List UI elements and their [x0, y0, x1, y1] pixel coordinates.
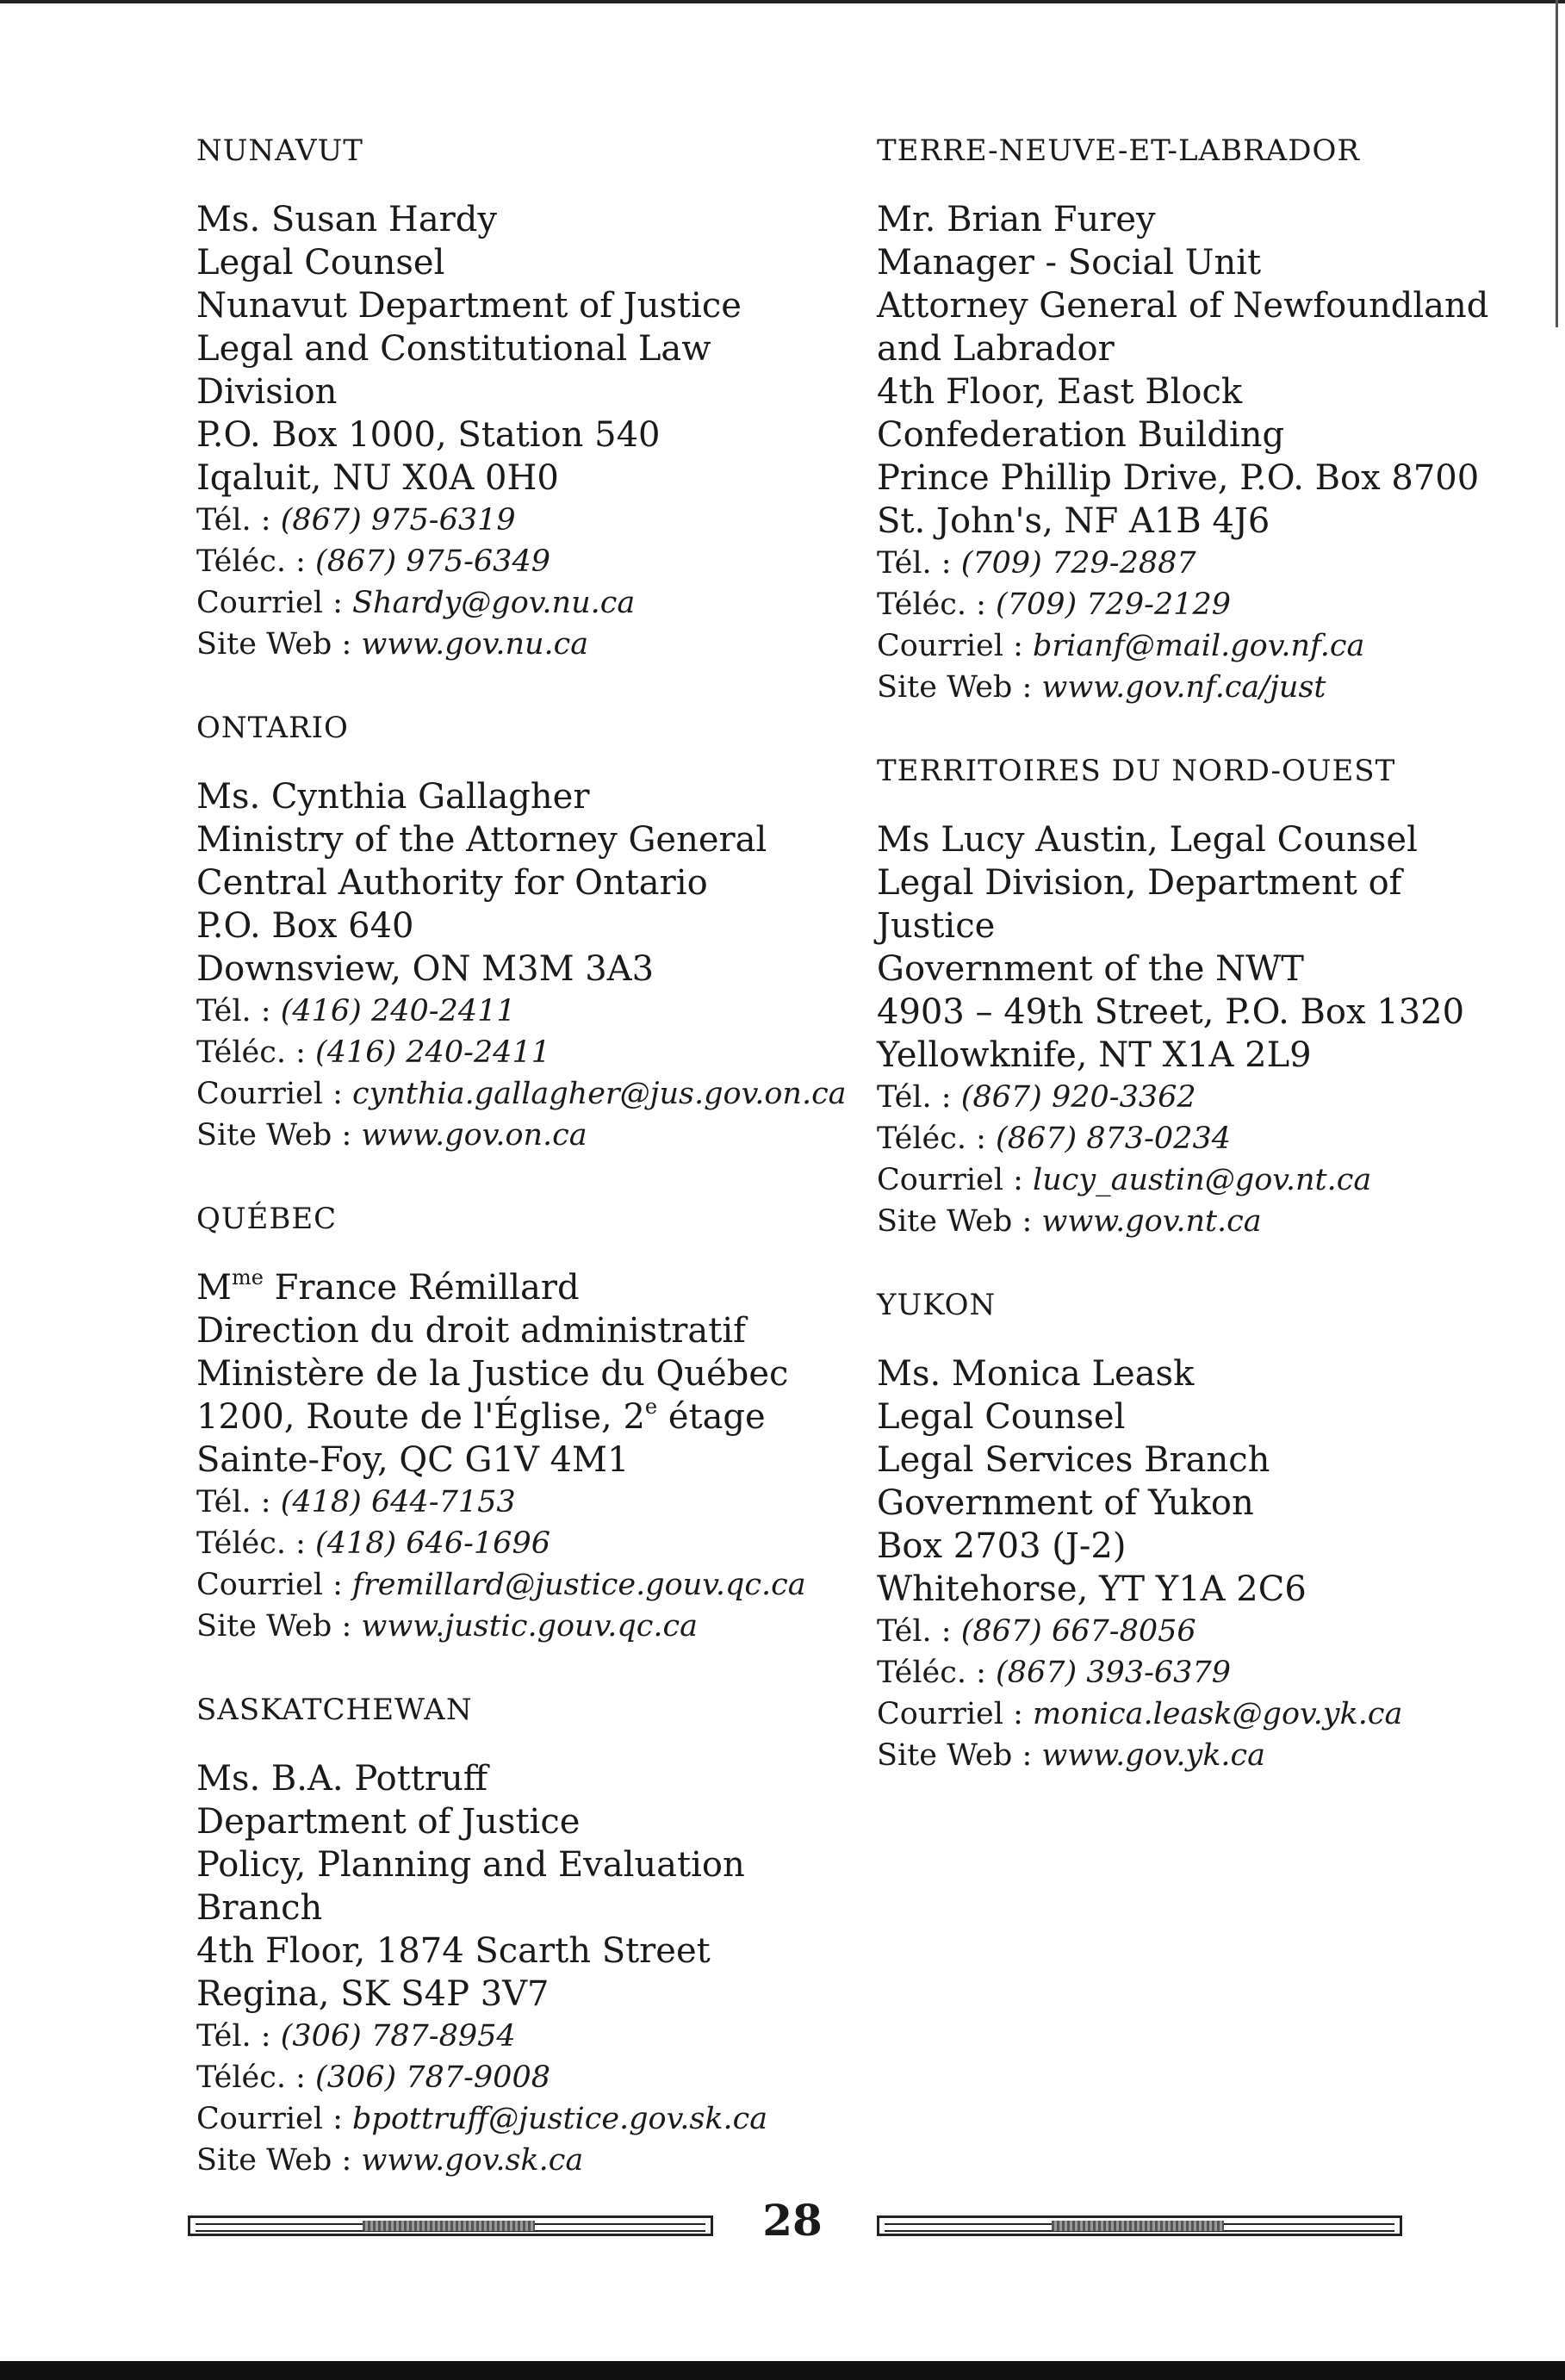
fax-value: (867) 873-0234: [996, 1122, 1231, 1156]
section-terre-neuve-et-labrador: [877, 129, 1540, 708]
website-line: [196, 624, 860, 665]
address-line: P.O. Box 1000, Station 540: [196, 415, 661, 455]
address-line: Branch: [196, 1888, 323, 1928]
address-line: Ministère de la Justice du Québec: [196, 1354, 789, 1394]
footer-rule-shade: [1052, 2221, 1224, 2231]
fax-line: [196, 541, 860, 582]
phone-line: [196, 1482, 860, 1523]
address-line: Policy, Planning and Evaluation: [196, 1845, 745, 1885]
email-label: Courriel :: [196, 586, 343, 620]
email-line: [196, 1073, 860, 1115]
website-line: [877, 1735, 1540, 1776]
website-label: Site Web :: [196, 627, 352, 662]
fax-label: Téléc. :: [877, 587, 986, 622]
website-link[interactable]: www.justic.gouv.qc.ca: [361, 1609, 698, 1644]
address-line: Whitehorse, YT Y1A 2C6: [877, 1569, 1307, 1609]
address-line: [196, 1395, 860, 1439]
section-saskatchewan: [196, 1688, 860, 2181]
phone-value: (867) 920-3362: [960, 1080, 1196, 1115]
section-nunavut: [196, 129, 860, 665]
website-link[interactable]: www.gov.sk.ca: [361, 2143, 584, 2178]
footer-rule-left: [188, 2215, 713, 2236]
email-line: [877, 625, 1540, 667]
website-line: [196, 1606, 860, 1647]
section-heading: TERRE-NEUVE-ET-LABRADOR: [877, 134, 1360, 168]
phone-value: (306) 787-8954: [280, 2019, 516, 2054]
website-link[interactable]: www.gov.yk.ca: [1041, 1738, 1266, 1773]
address-line: Legal Services Branch: [877, 1440, 1270, 1480]
email-link[interactable]: monica.leask@gov.yk.ca: [1033, 1697, 1403, 1731]
section-heading: NUNAVUT: [196, 134, 363, 168]
address-line: Ministry of the Attorney General: [196, 820, 767, 860]
name-prefix: M: [196, 1268, 232, 1308]
phone-value: (416) 240-2411: [280, 994, 516, 1028]
website-line: [196, 1115, 860, 1156]
phone-label: Tél. :: [877, 1080, 952, 1115]
address-line: Legal Counsel: [196, 243, 445, 283]
address-line: Attorney General of Newfoundland: [877, 286, 1489, 326]
email-line: [196, 2098, 860, 2140]
email-link[interactable]: fremillard@justice.gouv.qc.ca: [352, 1568, 806, 1602]
fax-label: Téléc. :: [196, 1035, 306, 1070]
address-line: Prince Phillip Drive, P.O. Box 8700: [877, 458, 1480, 498]
address-line: Justice: [877, 906, 996, 946]
email-label: Courriel :: [877, 1163, 1023, 1197]
phone-value: (867) 667-8056: [960, 1614, 1196, 1649]
fax-value: (418) 646-1696: [315, 1526, 550, 1561]
phone-label: Tél. :: [877, 546, 952, 581]
address-line: 4th Floor, East Block: [877, 372, 1243, 412]
contact-name: Mr. Brian Furey: [877, 200, 1156, 239]
fax-line: [877, 1652, 1540, 1693]
contact-name: Ms. Susan Hardy: [196, 200, 497, 239]
phone-label: Tél. :: [196, 503, 271, 538]
address-line: Legal Counsel: [877, 1397, 1126, 1437]
address-line: Division: [196, 372, 338, 412]
website-link[interactable]: www.gov.nu.ca: [361, 627, 589, 662]
section-yukon: [877, 1283, 1540, 1776]
section-heading: ONTARIO: [196, 711, 349, 745]
right-column: [877, 129, 1540, 1776]
email-link[interactable]: bpottruff@justice.gov.sk.ca: [352, 2102, 768, 2136]
address-line: Sainte-Foy, QC G1V 4M1: [196, 1440, 630, 1480]
email-link[interactable]: brianf@mail.gov.nf.ca: [1033, 629, 1365, 663]
email-label: Courriel :: [196, 1568, 343, 1602]
fax-line: [877, 1118, 1540, 1159]
email-line: [877, 1159, 1540, 1201]
phone-label: Tél. :: [877, 1614, 952, 1649]
phone-label: Tél. :: [196, 994, 271, 1028]
email-line: [196, 1564, 860, 1606]
address-line: St. John's, NF A1B 4J6: [877, 501, 1270, 541]
email-link[interactable]: lucy_austin@gov.nt.ca: [1033, 1163, 1372, 1197]
website-label: Site Web :: [196, 1609, 352, 1644]
section-territoires-du-nord-ouest: [877, 749, 1540, 1242]
website-line: [196, 2140, 860, 2181]
section-heading: TERRITOIRES DU NORD-OUEST: [877, 754, 1396, 788]
address-line: Direction du droit administratif: [196, 1311, 746, 1351]
email-line: [877, 1693, 1540, 1735]
address-line: Iqaluit, NU X0A 0H0: [196, 458, 559, 498]
contact-name: Ms. B.A. Pottruff: [196, 1759, 488, 1799]
website-link[interactable]: www.gov.on.ca: [361, 1118, 587, 1153]
fax-value: (709) 729-2129: [996, 587, 1231, 622]
fax-label: Téléc. :: [196, 2060, 306, 2095]
website-label: Site Web :: [196, 2143, 352, 2178]
address-line: Department of Justice: [196, 1802, 581, 1842]
contact-name: Ms. Monica Leask: [877, 1354, 1195, 1394]
phone-label: Tél. :: [196, 2019, 271, 2054]
email-link[interactable]: Shardy@gov.nu.ca: [352, 586, 636, 620]
footer-rule-right: [877, 2215, 1402, 2236]
email-line: [196, 582, 860, 624]
section-heading: QUÉBEC: [196, 1202, 338, 1236]
fax-value: (416) 240-2411: [315, 1035, 550, 1070]
address-line: P.O. Box 640: [196, 906, 414, 946]
website-label: Site Web :: [877, 1738, 1033, 1773]
address-line: Government of the NWT: [877, 949, 1304, 989]
address-line: Manager - Social Unit: [877, 243, 1262, 283]
section-quebec: [196, 1197, 860, 1647]
address-line: 4th Floor, 1874 Scarth Street: [196, 1931, 711, 1971]
fax-line: [196, 1032, 860, 1073]
contact-name: [196, 1266, 860, 1309]
footer-rule-shade: [363, 2221, 535, 2231]
website-link[interactable]: www.gov.nf.ca/just: [1041, 670, 1326, 705]
phone-value: (709) 729-2887: [960, 546, 1196, 581]
fax-label: Téléc. :: [196, 1526, 306, 1561]
scan-edge-right: [1556, 0, 1558, 327]
email-label: Courriel :: [196, 2102, 343, 2136]
fax-label: Téléc. :: [877, 1656, 986, 1690]
website-label: Site Web :: [196, 1118, 352, 1153]
phone-line: [877, 1077, 1540, 1118]
address-line: Government of Yukon: [877, 1483, 1254, 1523]
name-rest: France Rémillard: [263, 1268, 580, 1308]
name-superscript: me: [231, 1265, 264, 1290]
address-line: Nunavut Department of Justice: [196, 286, 742, 326]
website-link[interactable]: www.gov.nt.ca: [1041, 1204, 1262, 1239]
website-line: [877, 1201, 1540, 1242]
email-link[interactable]: cynthia.gallagher@jus.gov.on.ca: [352, 1077, 847, 1111]
fax-value: (867) 393-6379: [996, 1656, 1231, 1690]
address-line: Central Authority for Ontario: [196, 863, 708, 903]
address-line: Legal and Constitutional Law: [196, 329, 711, 369]
section-heading: YUKON: [877, 1288, 997, 1322]
phone-value: (867) 975-6319: [280, 503, 516, 538]
fax-line: [196, 1523, 860, 1564]
address-line: and Labrador: [877, 329, 1115, 369]
section-ontario: [196, 706, 860, 1156]
address-line: Legal Division, Department of: [877, 863, 1402, 903]
address-street: 1200, Route de l'Église, 2: [196, 1397, 645, 1437]
phone-line: [196, 500, 860, 541]
fax-value: (867) 975-6349: [315, 544, 550, 579]
email-label: Courriel :: [196, 1077, 343, 1111]
section-heading: SASKATCHEWAN: [196, 1693, 473, 1727]
address-line: Regina, SK S4P 3V7: [196, 1974, 550, 2014]
left-column: [196, 129, 860, 2181]
phone-value: (418) 644-7153: [280, 1485, 516, 1519]
contact-name: Ms Lucy Austin, Legal Counsel: [877, 820, 1418, 860]
address-floor: étage: [657, 1397, 766, 1437]
website-label: Site Web :: [877, 670, 1033, 705]
contact-name: Ms. Cynthia Gallagher: [196, 777, 590, 817]
website-line: [877, 667, 1540, 708]
email-label: Courriel :: [877, 1697, 1023, 1731]
phone-line: [196, 2016, 860, 2057]
scan-edge-top: [0, 0, 1565, 3]
phone-line: [877, 1611, 1540, 1652]
email-label: Courriel :: [877, 629, 1023, 663]
phone-line: [196, 991, 860, 1032]
fax-label: Téléc. :: [196, 544, 306, 579]
address-line: Downsview, ON M3M 3A3: [196, 949, 655, 989]
address-line: 4903 – 49th Street, P.O. Box 1320: [877, 992, 1465, 1032]
fax-line: [877, 584, 1540, 625]
scan-edge-bottom: [0, 2361, 1565, 2380]
address-line: Box 2703 (J-2): [877, 1526, 1127, 1566]
address-line: Confederation Building: [877, 415, 1285, 455]
floor-superscript: e: [644, 1395, 658, 1420]
phone-label: Tél. :: [196, 1485, 271, 1519]
fax-label: Téléc. :: [877, 1122, 986, 1156]
website-label: Site Web :: [877, 1204, 1033, 1239]
page-number: 28: [762, 2195, 823, 2246]
address-line: Yellowknife, NT X1A 2L9: [877, 1035, 1312, 1075]
phone-line: [877, 543, 1540, 584]
fax-line: [196, 2057, 860, 2098]
fax-value: (306) 787-9008: [315, 2060, 550, 2095]
